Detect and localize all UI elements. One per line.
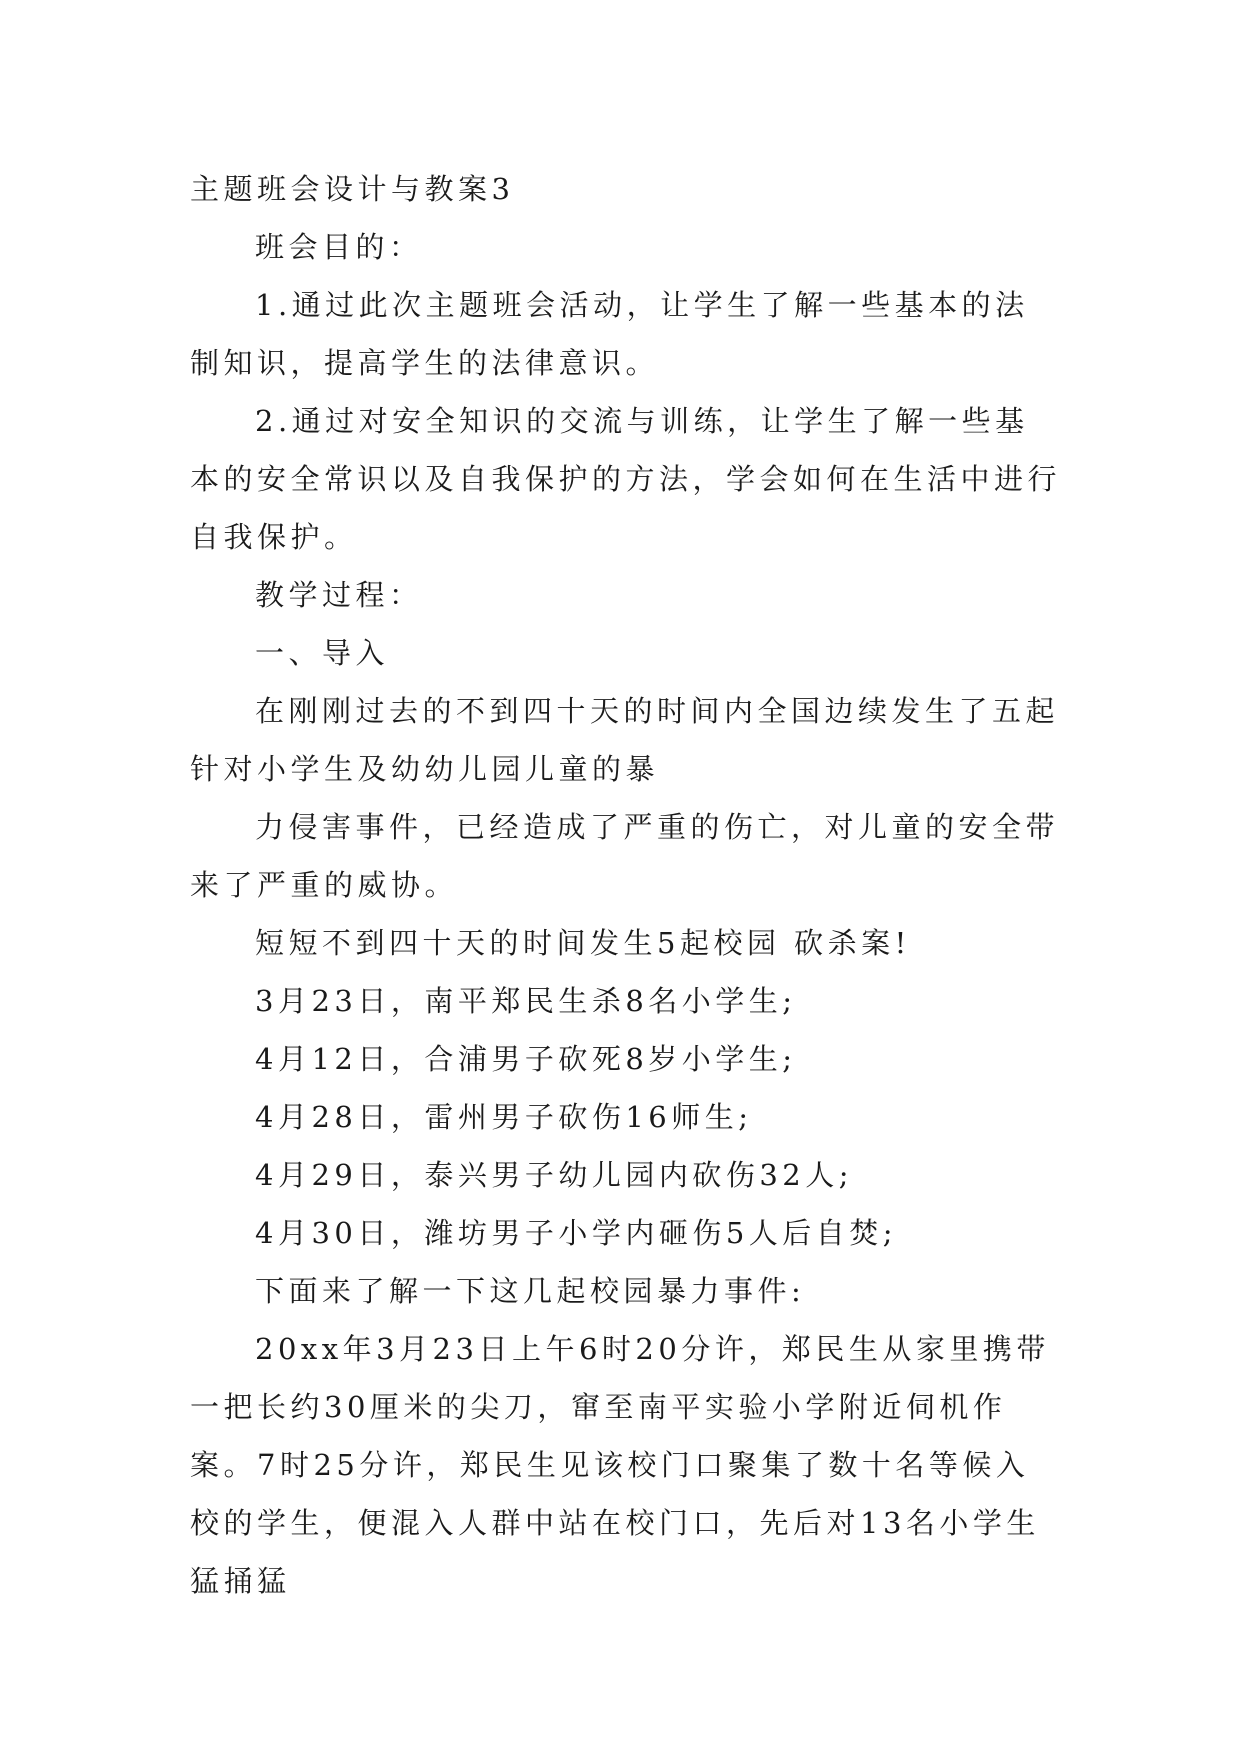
paragraph-transition: 下面来了解一下这几起校园暴力事件: — [255, 1274, 806, 1308]
paragraph-intro-2: 力侵害事件，已经造成了严重的伤亡，对儿童的安全带来了严重的威协。 — [190, 810, 1060, 902]
list-item-incident-3: 4月28日，雷州男子砍伤16师生; — [255, 1100, 753, 1134]
paragraph-objective-heading: 班会目的： — [255, 230, 423, 264]
paragraph-summary: 短短不到四十天的时间发生5起校园 砍杀案! — [255, 926, 911, 960]
list-item-incident-4: 4月29日，泰兴男子幼儿园内砍伤32人; — [255, 1158, 854, 1192]
list-item-incident-2: 4月12日，合浦男子砍死8岁小学生; — [255, 1042, 797, 1076]
list-item-incident-5: 4月30日，潍坊男子小学内砸伤5人后自焚; — [255, 1216, 898, 1250]
paragraph-objective-1: 1.通过此次主题班会活动，让学生了解一些基本的法制知识，提高学生的法律意识。 — [190, 288, 1029, 380]
paragraph-section-intro: 一、导入 — [255, 636, 390, 670]
document-title: 主题班会设计与教案3 — [190, 172, 515, 206]
document-body — [190, 160, 1062, 1610]
paragraph-objective-2: 2.通过对安全知识的交流与训练，让学生了解一些基本的安全常识以及自我保护的方法，学会如何在生活中进行自我保护。 — [190, 404, 1062, 554]
paragraph-incident-detail: 20xx年3月23日上午6时20分许，郑民生从家里携带一把长约30厘米的尖刀，窜至南平实验小学附近伺机作案。7时25分许，郑民生见该校门口聚集了数十名等候入校的学生，便混入人群中站在校门口，先后对13名小学生猛捅猛 — [190, 1332, 1050, 1598]
list-item-incident-1: 3月23日，南平郑民生杀8名小学生; — [255, 984, 797, 1018]
paragraph-intro-1: 在刚刚过去的不到四十天的时间内全国边续发生了五起针对小学生及幼幼儿园儿童的暴 — [190, 694, 1060, 786]
paragraph-process-heading: 教学过程： — [255, 578, 423, 612]
